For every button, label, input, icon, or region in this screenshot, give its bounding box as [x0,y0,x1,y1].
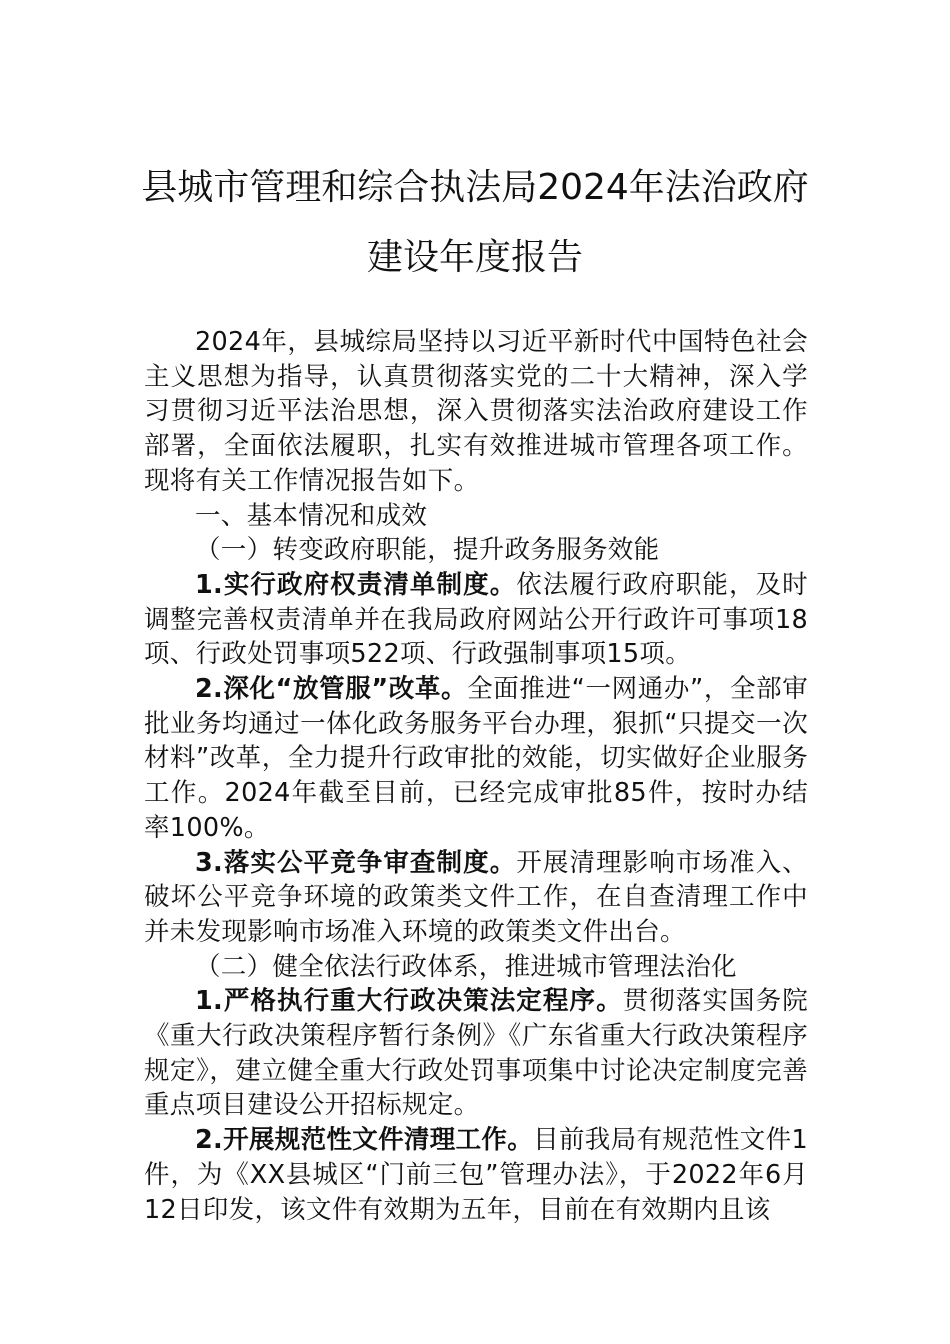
paragraph-item [144,1123,808,1227]
item-lead: 1.严格执行重大行政决策法定程序。 [195,986,623,1017]
item-text: 全面推进“一网通办”，全部审批业务均通过一体化政务服务平台办理，狠抓“只提交一次材料”改革，全力提升行政审批的效能，切实做好企业服务工作。2024年截至目前，已经完成审批85件，按时办结率100%。 [144,674,808,843]
item-text: 开展清理影响市场准入、破坏公平竞争环境的政策类文件工作，在自查清理工作中并未发现影响市场准入环境的政策类文件出台。 [144,847,808,947]
document-title-line-2: 建设年度报告 [366,237,583,278]
item-text: 依法履行政府职能，及时调整完善权责清单并在我局政府网站公开行政许可事项18项、行政处罚事项522项、行政强制事项15项。 [144,569,808,670]
paragraph-item [144,984,808,1123]
subsection-heading-1: （一）转变政府职能，提升政务服务效能 [195,535,660,566]
paragraph-item [144,568,808,672]
paragraph-item [144,672,808,846]
item-lead: 2.深化“放管服”改革。 [195,674,468,705]
item-lead: 2.开展规范性文件清理工作。 [195,1125,534,1156]
document-body [144,325,808,1227]
intro-paragraph: 2024年，县城综局坚持以习近平新时代中国特色社会主义思想为指导，认真贯彻落实党的二十大精神，深入学习贯彻习近平法治思想，深入贯彻落实法治政府建设工作部署，全面依法履职，扎实有效推进城市管理各项工作。现将有关工作情况报告如下。 [144,327,808,496]
section-heading-1: 一、基本情况和成效 [195,500,428,531]
item-lead: 3.落实公平竞争审查制度。 [195,847,517,878]
paragraph-item [144,846,808,950]
item-text: 贯彻落实国务院《重大行政决策程序暂行条例》《广东省重大行政决策程序规定》，建立健全重大行政处罚事项集中讨论决定制度完善重点项目建设公开招标规定。 [144,986,808,1121]
subsection-heading-2: （二）健全依法行政体系，推进城市管理法治化 [195,951,737,982]
item-text: 目前我局有规范性文件1件，为《XX县城区“门前三包”管理办法》，于2022年6月12日印发，该文件有效期为五年，目前在有效期内且该 [144,1125,808,1225]
document-title-line-1: 县城市管理和综合执法局2024年法治政府 [141,167,809,208]
item-lead: 1.实行政府权责清单制度。 [195,569,517,600]
